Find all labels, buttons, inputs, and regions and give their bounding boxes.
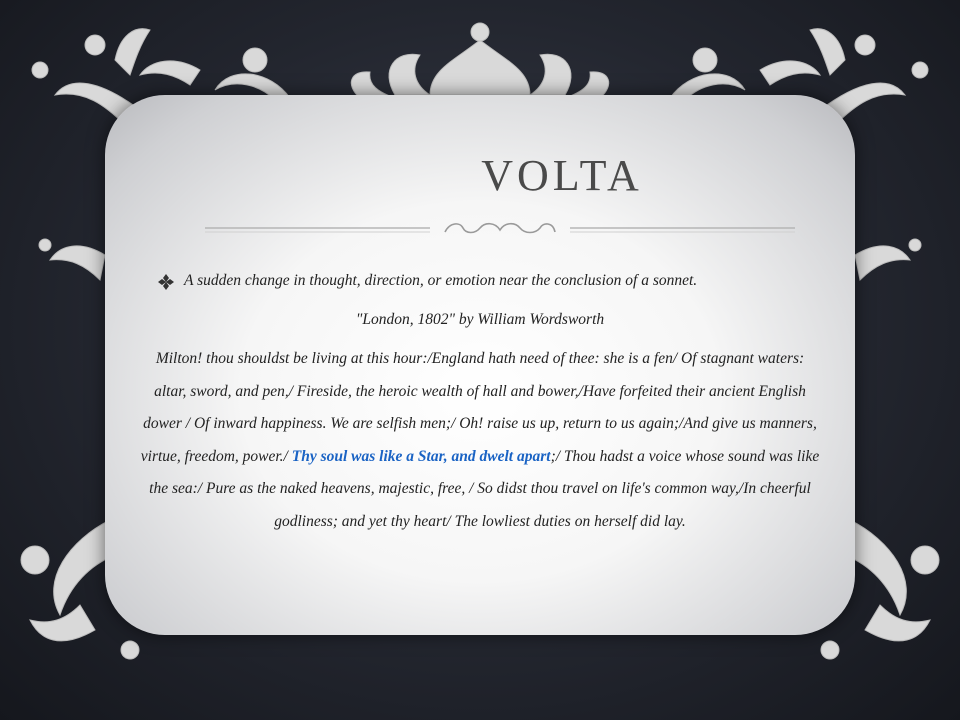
right-side-ornament [855, 239, 921, 280]
flourish-divider-icon [205, 218, 795, 242]
top-right-swirl-ornament [670, 48, 820, 100]
poem-body [140, 343, 820, 538]
poem-text-after: ;/ Thou hadst a voice whose sound was like the sea:/ Pure as the naked heavens, majestic, free, / So didst thou travel on life's common way,/In cheerful godliness; and yet thy heart/ The lowliest duties on herself did lay. [149, 447, 820, 530]
poem-subtitle: "London, 1802" by William Wordsworth [355, 311, 605, 328]
bullet-item [158, 272, 798, 290]
slide-title: VOLTA [481, 151, 643, 200]
top-left-swirl-ornament [140, 48, 290, 100]
poem-highlight-text: Thy soul was like a Star, and dwelt apart [291, 447, 551, 465]
poem-text-before: Milton! thou shouldst be living at this hour:/England hath need of thee: she is a fen/ Of stagnant waters: altar, sword, and pen,/ Fireside, the heroic wealth of hall and bower,/Have forfeited their ancient English dower / Of inward happiness. We are selfish men;/ Oh! raise us up, return to us again;/And give us manners, virtue, freedom, power./ [140, 350, 817, 465]
diamond-quad-bullet-icon [158, 274, 174, 290]
bullet-text: A sudden change in thought, direction, or emotion near the conclusion of a sonnet. [184, 272, 698, 289]
top-crest-ornament [351, 23, 608, 98]
left-side-ornament [39, 239, 105, 280]
